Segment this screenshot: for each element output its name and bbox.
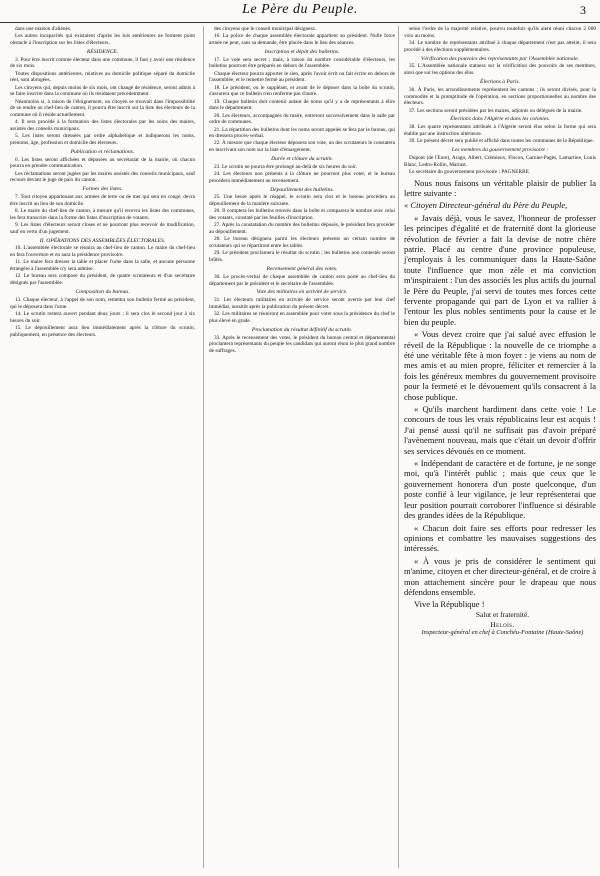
article-paragraph: 9. Les listes d'électeurs seront closes et ne pourront plus recevoir de modification, sauf en vertu d'un jugement. [10,222,195,235]
article-paragraph: 29. Le président proclamera le résultat du scrutin ; les bulletins non contestés seront brûlés. [209,250,395,264]
article-paragraph: 33. Après le recensement des votes, le président du bureau central et départemental proclamera représentants du peuple les candidats qui auront réuni le plus grand nombre de suffrages. [209,334,395,355]
letter-salutation: « Citoyen Directeur-général du Père du Peuple, [404,200,568,211]
article-paragraph: 5. Les listes seront dressées par ordre alphabétique et indiqueront les noms, prénoms, âge, profession et domicile des électeurs. [10,133,195,147]
running-header [0,0,600,23]
section-heading: Vérification des pouvoirs des représentants par l'Assemblée nationale. [421,55,579,62]
article-paragraph: Les citoyens qui, depuis moins de six mois, ont changé de résidence, seront admis à se faire inscrire dans la commune où ils résidaient précédemment. [10,84,195,98]
article-paragraph: 16. La police de chaque assemblée électorale appartient au président. Nulle force armée ne peut, sans sa demande, être placée dans le lieu des séances. [209,33,395,46]
letter-paragraph: « Javais déjà, vous le savez, l'honneur de professer les principes d'égalité et de fraternité dont la glorieuse révolution de février a fait la devise de notre chère patrie. Placé au centre d'une province populeuse, j'employais à les communiquer dans la Haute-Saône toute l'influence que mon zèle et ma conviction m'inspiraient : l'un des associés les plus actifs du journal le Père du Peuple, j'ai servi de toutes mes forces cette fervente propagande qui part de Lyon et va rallier à l'entour les plus nobles sentiments pour la cause et le bien du peuple. [404,212,596,327]
letter-paragraph: « Qu'ils marchent hardiment dans cette voie ! Le concours de tous les vrais républicains leur est acquis ! J'ai pensé aussi qu'il ne suffisait pas d'avoir préparé l'avènement nouveau, mais que c'était un devoir d'offrir ses services dévoués en ce moment. [404,404,596,456]
section-heading: Formes des listes. [82,186,123,193]
article-paragraph: 27. Après la constatation du nombre des bulletins déposés, le président fera procéder au dépouillement. [209,222,395,236]
article-paragraph: 31. Les électeurs militaires en activité de service seront avertis par leur chef immédiat, aussitôt après la publication du présent décret. [209,297,395,310]
article-paragraph: 28. Le bureau désignera parmi les électeurs présents un certain nombre de scrutateurs qui se répartiront entre les tables. [209,236,395,250]
letter-paragraph: « Vous devez croire que j'ai salué avec effusion le réveil de la République : la nouvelle de ce triomphe a été une véritable fête à mon foyer : je viens au nom de mes amis et au mien propre, féliciter et remercier à la fois les généreux membres du gouvernement provisoire pour la fermeté et le dévouement qu'ils consacrent à la chose publique. [404,329,596,402]
article-paragraph: 22. À mesure que chaque électeur déposera son vote, un des scrutateurs le constatera en inscrivant son nom sur la liste d'émargement. [209,140,395,154]
section-heading: Inscription et dépôt des bulletins. [264,48,340,55]
article-paragraph: 36. À Paris, les arrondissements représentent les cantons ; ils seront divisés, pour la commodité et la promptitude de l'opération, en sections proportionnelles au nombre des électeurs. [404,86,596,107]
article-paragraph: Néanmoins si, à raison de l'éloignement, un citoyen se trouvait dans l'impossibilité de se rendre au chef-lieu de canton, il pourra être inscrit sur la liste des électeurs de la commune où il réside actuellement. [10,98,195,119]
section-heading: Durée et clôture du scrutin. [271,156,333,163]
letter-signature: Heloïs. [490,619,515,629]
article-paragraph: 35. L'Assemblée nationale statuera sur la vérification des pouvoirs de ses membres, ainsi que sur les options des élus. [404,63,596,77]
article-paragraph: 26. Il comptera les bulletins trouvés dans la boîte et comparera le nombre avec celui des votants, constaté par les feuilles d'inscription. [209,208,395,222]
article-paragraph: 6. Les listes seront affichées et déposées au secrétariat de la mairie, où chacun pourra en prendre communication. [10,156,195,170]
article-paragraph: 23. Le scrutin ne pourra être prolongé au-delà de six heures du soir. [214,163,357,170]
article-paragraph: Les autres incapacités qui existaient d'après les lois antérieures ne forment point obstacle à l'inscription sur les listes d'électeurs. [10,33,195,46]
article-paragraph: 10. L'assemblée électorale se réunira au chef-lieu de canton. Le maire du chef-lieu en fera l'ouverture et en aura la présidence provisoire. [10,245,195,259]
article-paragraph: Toutes dispositions antérieures, relatives au domicile politique séparé du domicile réel, sont abrogées. [10,70,195,84]
section-heading: Proclamation du résultat définitif du scrutin. [251,326,353,333]
article-paragraph: 13. Chaque électeur, à l'appel de son nom, remettra son bulletin fermé au président, qui le déposera dans l'urne. [10,296,195,310]
letter-paragraph: « Indépendant de caractère et de fortune, je ne songe moi, qu'à l'intérêt public ; mais que ceux que le gouvernement honorera d'un poste quelconque, d'un poste confié à leur vigilance, je leur représenterai que leur position pourrait corroborer l'influence si désirable des grandes idées de la République. [404,458,596,521]
article-paragraph: 30. Le procès-verbal de chaque assemblée de canton sera porté au chef-lieu du département par le président et le secrétaire de l'assemblée. [209,273,395,287]
section-heading: RÉSIDENCE. [86,48,119,55]
article-paragraph: 34. Le nombre de représentants attribué à chaque département n'est pas atteint, il sera procédé à des élections supplémentaires. [404,39,596,53]
article-paragraph: 3. Pour être inscrit comme électeur dans une commune, il faut y avoir une résidence de six mois. [10,56,195,70]
article-paragraph: 14. Le scrutin restera ouvert pendant deux jours ; il sera clos le second jour à six heures du soir. [10,310,195,324]
article-paragraph: 8. Le maire du chef-lieu de canton, à mesure qu'il recevra les listes des communes, les fera transcrire dans la forme des listes d'inscription de votants. [10,208,195,221]
article-paragraph: 17. Le vote sera secret ; mais, à raison du nombre considérable d'électeurs, les bulletins pourront être préparés en dehors de l'assemblée. [209,56,395,70]
article-paragraph: 18. Le président, ou le suppléant, et avant de le déposer dans la boîte du scrutin, s'assurera que ce bulletin n'en renferme pas d'autre. [209,84,395,98]
section-heading: Dépouillement des bulletins. [270,186,334,193]
article-paragraph: Dupont (de l'Eure), Arago, Albert, Crémieux, Flocon, Garnier-Pagès, Lamartine, Louis Blanc, Ledru-Rollin, Marrast. [404,154,596,168]
text-column-3 [398,26,596,868]
article-paragraph: 11. Le maire fera dresser la table et placer l'urne dans la salle, et aucune personne étrangère à l'assemblée n'y sera admise. [10,259,195,273]
text-column-1 [10,26,195,868]
article-paragraph: selon l'ordre de la majorité relative, pourvu toutefois qu'ils aient réuni chacun 2 000 voix au moins. [404,26,596,39]
article-paragraph: 39. Le présent décret sera publié et affiché dans toutes les communes de la République. [409,138,594,145]
letter-intro: Nous nous faisons un véritable plaisir de publier la lettre suivante : [404,177,596,198]
article-paragraph: 32. Les militaires se réuniront en assemblée pour voter sous la présidence du chef le plus élevé en grade. [209,311,395,324]
article-paragraph: 19. Chaque bulletin doit contenir autant de noms qu'il y a de représentants à élire dans le département. [209,98,395,112]
text-column-2 [203,26,395,868]
section-heading: Composition du bureau. [75,288,130,295]
article-paragraph: 4. Il sera procédé à la formation des listes électorales par les soins des maires, assistés des conseils municipaux. [10,119,195,133]
decree-continuation [404,26,596,176]
article-paragraph: 12. Le bureau sera composé du président, de quatre scrutateurs et d'un secrétaire désignés par l'assemblée. [10,273,195,287]
article-paragraph: 25. Une heure après le réappel, le scrutin sera clos et le bureau procédera au dépouillement de la manière suivante. [209,194,395,208]
page-number: 3 [580,3,586,17]
section-heading: Publication et réclamations. [70,148,135,155]
newspaper-title: Le Père du Peuple. [242,2,358,17]
letter-body [404,213,596,610]
article-paragraph: 21. La répartition des bulletins dont les noms seront appelés se fera par le bureau, qui en dressera procès-verbal. [209,126,395,140]
letter-paragraph: « Chacun doit faire ses efforts pour redresser les opinions et combattre les mauvaises suggestions des intéressés. [404,522,596,554]
article-paragraph: des citoyens que le conseil municipal désignera. [214,26,316,32]
letter-signoff: Salut et fraternité. [475,610,530,620]
article-paragraph: Le secrétaire du gouvernement provisoire : PAGNERRE. [409,168,531,175]
letter-paragraph: Vive la République ! [414,599,485,610]
article-paragraph: 24. Les électeurs non présents à la clôture ne pourront plus voter, et le bureau procédera immédiatement au recensement. [209,171,395,184]
section-heading: Élections dans l'Algérie et dans les colonies. [450,116,550,123]
article-paragraph: Les réclamations seront jugées par les maires assistés des conseils municipaux, sauf recours devant le juge de paix du canton. [10,170,195,184]
section-heading: Les membres du gouvernement provisoire : [451,146,549,153]
letter-signer-role: Inspecteur-général en chef à Conchéu-Fontaine (Haute-Saône) [421,628,584,636]
section-heading: II. OPÉRATIONS DES ASSEMBLÉES ÉLECTORALES. [39,237,166,244]
letter-paragraph: « À vous je pris de considérer le sentiment qui m'anime, citoyen et cher directeur-général, et de croire à mon attachement sincère pour le drapeau que nous défendons ensemble. [404,555,596,597]
article-paragraph: 37. Les sections seront présidées par les maires, adjoints ou délégués de la mairie. [409,107,583,114]
section-heading: Élections à Paris. [480,78,520,85]
article-paragraph: Chaque électeur pourra apporter le sien, après l'avoir écrit ou fait écrire en dehors de l'assemblée, et le remettre fermé au président. [209,70,395,84]
article-paragraph: 7. Tout citoyen appartenant aux armées de terre ou de mer qui sera en congé, devra être inscrit au lieu de son domicile. [10,194,195,207]
section-heading: Recensement général des votes. [266,265,338,272]
article-paragraph: dans une maison d'aliénés. [15,26,72,32]
section-heading: Vote des militaires en activité de service. [256,289,348,296]
article-paragraph: 15. Le dépouillement aura lieu immédiatement après la clôture du scrutin, publiquement, en présence des électeurs. [10,324,195,338]
article-paragraph: 38. Les quatre représentants attribués à l'Algérie seront élus selon la forme qui sera établie par une instruction ultérieure. [404,124,596,137]
article-paragraph: 20. Les électeurs, accompagnés du maire, entreront successivement dans la salle par ordre de communes. [209,112,395,126]
